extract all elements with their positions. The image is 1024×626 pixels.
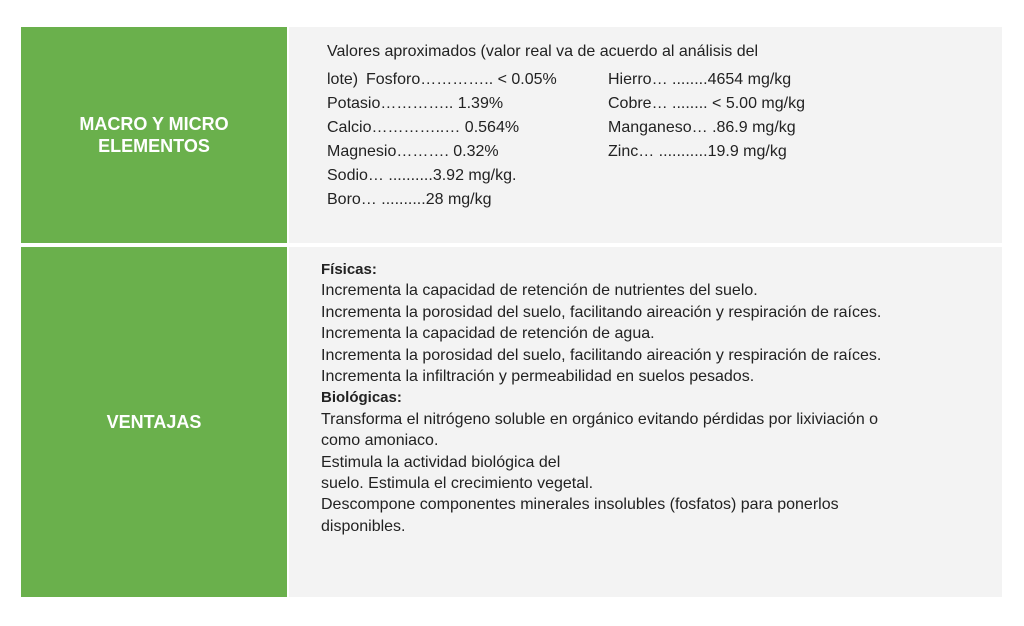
list-item: disponibles.: [321, 517, 406, 535]
row-label-macro-micro: [21, 27, 287, 243]
fisicas-heading: Físicas:: [321, 261, 377, 278]
intro-line-2: lote): [327, 71, 359, 88]
element-sodio: Sodio… ..........3.92 mg/kg.: [327, 167, 517, 184]
list-item: Estimula la actividad biológica del: [321, 453, 561, 471]
table-row-ventajas: [21, 247, 1002, 597]
element-calcio: Calcio…………..… 0.564%: [327, 119, 520, 136]
element-potasio: Potasio………….. 1.39%: [327, 95, 504, 112]
biologicas-heading: Biológicas:: [321, 389, 402, 407]
ventajas-content: [289, 247, 1002, 597]
intro-line-1: Valores aproximados (valor real va de acuerdo al análisis del: [327, 43, 759, 60]
element-magnesio: Magnesio………. 0.32%: [327, 143, 499, 160]
elements-content: [289, 27, 1002, 243]
table-row-macro-micro: [21, 27, 1002, 243]
label-line-2: ELEMENTOS: [98, 136, 210, 156]
list-item: Incrementa la porosidad del suelo, facilitando aireación y respiración de raíces.: [321, 303, 882, 321]
list-item: Incrementa la capacidad de retención de nutrientes del suelo.: [321, 282, 758, 300]
list-item: Incrementa la infiltración y permeabilidad en suelos pesados.: [321, 368, 755, 386]
list-item: Transforma el nitrógeno soluble en orgánico evitando pérdidas por lixiviación o: [321, 410, 879, 428]
element-zinc: Zinc… ...........19.9 mg/kg: [608, 143, 787, 160]
list-item: Incrementa la capacidad de retención de agua.: [321, 325, 655, 343]
list-item: Descompone componentes minerales insolubles (fosfatos) para ponerlos: [321, 496, 839, 514]
list-item: como amoniaco.: [321, 432, 439, 450]
list-item: Incrementa la porosidad del suelo, facilitando aireación y respiración de raíces.: [321, 346, 882, 364]
label-line-1: MACRO Y MICRO: [79, 114, 229, 134]
element-manganeso: Manganeso… .86.9 mg/kg: [608, 119, 796, 136]
element-hierro: Hierro… ........4654 mg/kg: [608, 71, 792, 88]
element-cobre: Cobre… ........ < 5.00 mg/kg: [608, 95, 805, 112]
element-fosforo: Fosforo………….. < 0.05%: [366, 71, 557, 88]
row-label-ventajas: VENTAJAS: [21, 247, 287, 597]
list-item: suelo. Estimula el crecimiento vegetal.: [321, 475, 594, 493]
element-boro: Boro… ..........28 mg/kg: [327, 191, 492, 208]
